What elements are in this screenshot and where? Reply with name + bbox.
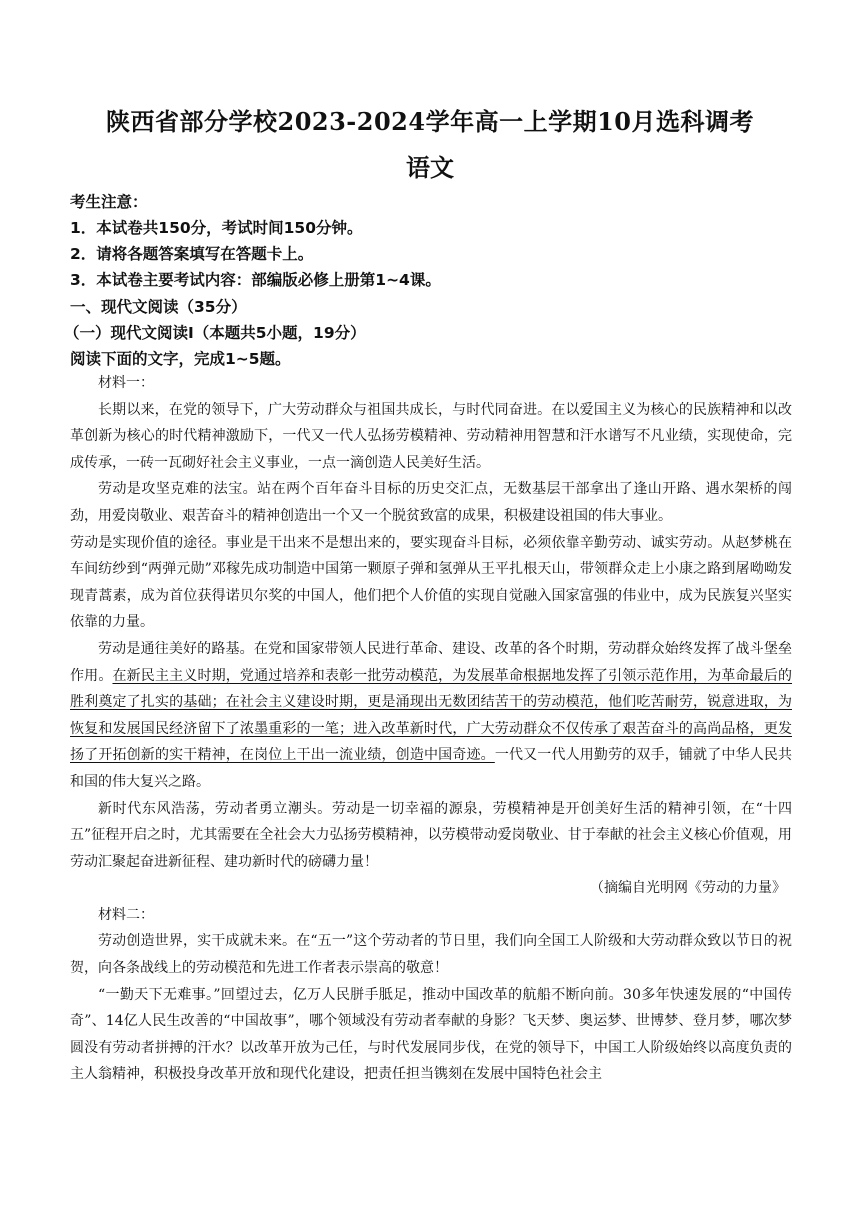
underlined-passage: 在新民主主义时期，党通过培养和表彰一批劳动模范，为发展革命根据地发挥了引领示范作用，为革命最后的胜利奠定了扎实的基础；在社会主义建设时期，更是涌现出无数团结苦干的劳动模范，他们吃苦耐劳，锐意进取，为恢复和发展国民经济留下了浓墨重彩的一笔；进入改革新时代，广大劳动群众不仅传承了艰苦奋斗的高尚品格，更发扬了开拓创新的实干精神，在岗位上干出一流业绩，创造中国奇迹。 [70,667,793,764]
material2-paragraph-1: 劳动创造世界，实干成就未来。在“五一”这个劳动者的节日里，我们向全国工人阶级和大劳动群众致以节日的祝贺，向各条战线上的劳动模范和先进工作者表示崇高的敬意！ [70,933,792,977]
material1-label: 材料一： [98,375,154,391]
paragraph-4-intro: 劳动是通往美好的路基。在党和国家带领人民进行革命、建设、改革的各个时期，劳动群众始终发挥了战斗堡垒作用。 [70,640,792,684]
material2-paragraph-2: “一勤天下无难事。”回望过去，亿万人民胼手胝足，推动中国改革的航船不断向前。30多年快速发展的“中国传奇”、14亿人民生改善的“中国故事”，哪个领域没有劳动者奉献的身影？飞天梦、奥运梦、世博梦、登月梦，哪次梦圆没有劳动者拼搏的汗水？以改革开放为己任，与时代发展同步伐，在党的领导下，中国工人阶级始终以高度负责的主人翁精神，积极投身改革开放和现代化建设，把责任担当镌刻在发展中国特色社会主 [70,986,792,1083]
section-heading: 一、现代文阅读（35分） [70,298,247,316]
material1-paragraph-1: 长期以来，在党的领导下，广大劳动群众与祖国共成长，与时代同奋进。在以爱国主义为核心的民族精神和以改革创新为核心的时代精神激励下，一代又一代人弘扬劳模精神、劳动精神用智慧和汗水谱写不凡业绩，实现使命，完成传承，一砖一瓦砌好社会主义事业，一点一滴创造人民美好生活。 [70,401,792,471]
notice-item-3: 3．本试卷主要考试内容：部编版必修上册第1~4课。 [70,271,441,289]
subsection-heading: （一）现代文阅读Ⅰ（本题共5小题，19分） [64,324,366,342]
passage-body [70,370,792,1088]
reading-instruction: 阅读下面的文字，完成1~5题。 [70,350,291,368]
material1-paragraph-5: 新时代东风浩荡，劳动者勇立潮头。劳动是一切幸福的源泉，劳模精神是开创美好生活的精神引领，在“十四五”征程开启之时，尤其需要在全社会大力弘扬劳模精神，以劳模带动爱岗敬业、甘于奉献的社会主义核心价值观，用劳动汇聚起奋进新征程、建功新时代的磅礴力量！ [70,800,792,870]
material1-paragraph-4 [70,636,792,796]
notice-item-2: 2．请将各题答案填写在答题卡上。 [70,245,314,263]
material1-paragraph-3: 劳动是实现价值的途径。事业是干出来不是想出来的，要实现奋斗目标，必须依靠辛勤劳动、诚实劳动。从赵梦桃在车间纺纱到“两弹元勋”邓稼先成功制造中国第一颗原子弹和氢弹从王平扎根天山，带领群众走上小康之路到屠呦呦发现青蒿素，成为首位获得诺贝尔奖的中国人，他们把个人价值的实现自觉融入国家富强的伟业中，成为民族复兴坚实依靠的力量。 [70,534,792,631]
material1-source: （摘编自光明网《劳动的力量》 [590,880,786,897]
page-title: 陕西省部分学校2023-2024学年高一上学期10月选科调考 [106,107,754,136]
notice-item-1: 1．本试卷共150分，考试时间150分钟。 [70,219,363,237]
subject-title: 语文 [406,153,454,182]
paragraph-4-tail: 一代又一代人用勤劳的双手，铺就了中华人民共和国的伟大复兴之路。 [70,747,793,790]
notice-heading: 考生注意： [70,193,148,211]
material2-label: 材料二： [98,906,154,923]
material1-paragraph-2: 劳动是攻坚克难的法宝。站在两个百年奋斗目标的历史交汇点，无数基层干部拿出了逢山开路、遇水架桥的闯劲，用爱岗敬业、艰苦奋斗的精神创造出一个又一个脱贫致富的成果，积极建设祖国的伟大事业。 [70,481,792,524]
